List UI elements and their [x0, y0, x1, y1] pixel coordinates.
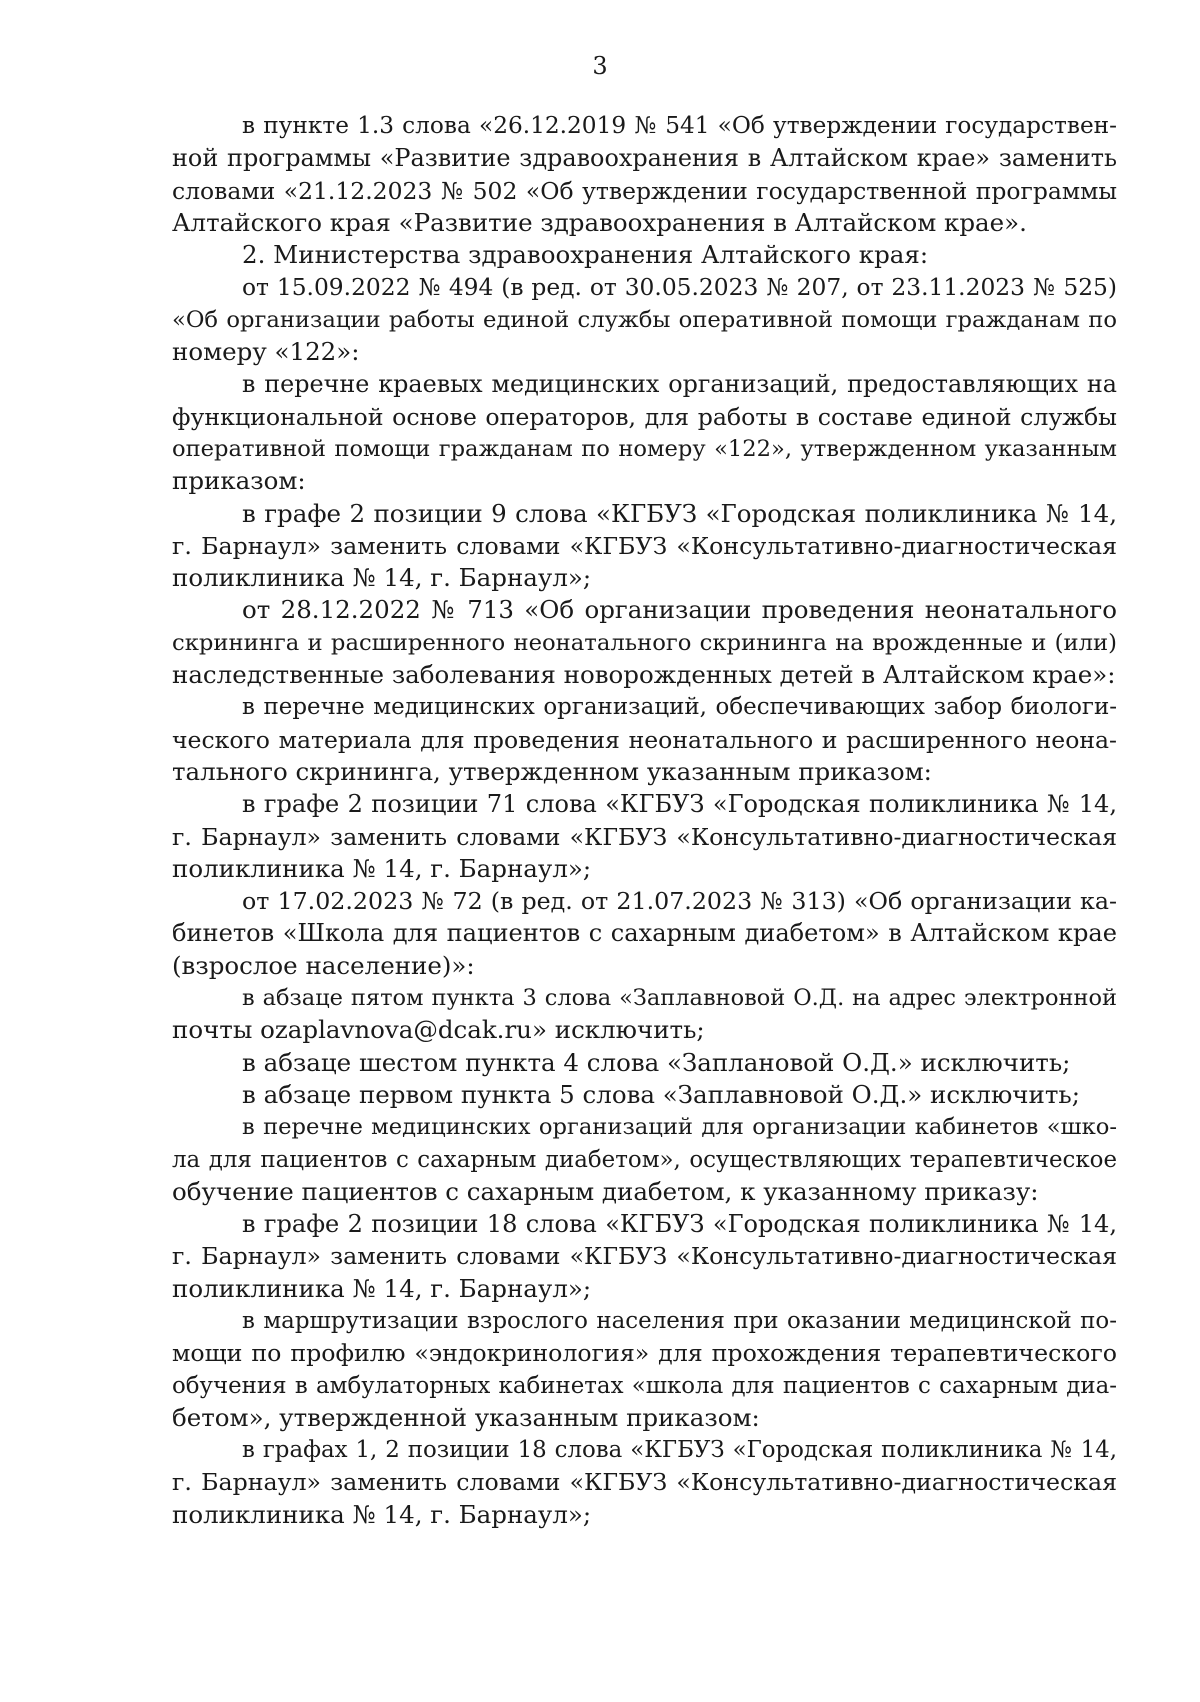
text-line: ческого материала для проведения неонатального и расширенного неона-: [172, 725, 1117, 754]
text-line: поликлиника № 14, г. Барнаул»;: [172, 563, 592, 593]
text-line: в графах 1, 2 позиции 18 слова «КГБУЗ «Городская поликлиника № 14,: [242, 1437, 1117, 1464]
text-line: поликлиника № 14, г. Барнаул»;: [172, 853, 592, 883]
text-line: обучения в амбулаторных кабинетах «школа для пациентов с сахарным диа-: [172, 1372, 1117, 1399]
text-line: тального скрининга, утвержденном указанным приказом:: [172, 756, 932, 786]
text-line: мощи по профилю «эндокринология» для прохождения терапевтического: [172, 1339, 1117, 1368]
text-line: поликлиника № 14, г. Барнаул»;: [172, 1273, 592, 1303]
text-line: «Об организации работы единой службы оперативной помощи гражданам по: [172, 306, 1117, 333]
text-line: г. Барнаул» заменить словами «КГБУЗ «Консультативно-диагностическая: [172, 531, 1117, 560]
text-line: в графе 2 позиции 71 слова «КГБУЗ «Городская поликлиника № 14,: [242, 790, 1117, 819]
text-line: от 17.02.2023 № 72 (в ред. от 21.07.2023 № 313) «Об организации ка-: [242, 887, 1117, 916]
text-line: наследственные заболевания новорожденных детей в Алтайском крае»:: [172, 660, 1116, 690]
text-line: в абзаце пятом пункта 3 слова «Заплавновой О.Д. на адрес электронной: [242, 985, 1117, 1012]
text-line: г. Барнаул» заменить словами «КГБУЗ «Консультативно-диагностическая: [172, 1242, 1117, 1271]
text-line: функциональной основе операторов, для работы в составе единой службы: [172, 402, 1117, 431]
text-line: в абзаце первом пункта 5 слова «Заплавновой О.Д.» исключить;: [242, 1079, 1080, 1109]
text-line: от 15.09.2022 № 494 (в ред. от 30.05.2023 № 207, от 23.11.2023 № 525): [242, 273, 1117, 302]
text-line: обучение пациентов с сахарным диабетом, к указанному приказу:: [172, 1176, 1039, 1206]
text-line: 2. Министерства здравоохранения Алтайского края:: [242, 240, 929, 270]
text-line: номеру «122»:: [172, 337, 360, 367]
text-line: в графе 2 позиции 18 слова «КГБУЗ «Городская поликлиника № 14,: [242, 1210, 1117, 1239]
text-line: в пункте 1.3 слова «26.12.2019 № 541 «Об утверждении государствен-: [242, 112, 1117, 139]
text-line: Алтайского края «Развитие здравоохранения в Алтайском крае».: [172, 207, 1027, 237]
page-number: 3: [592, 52, 608, 80]
text-line: г. Барнаул» заменить словами «КГБУЗ «Консультативно-диагностическая: [172, 822, 1117, 851]
text-line: (взрослое население)»:: [172, 950, 475, 980]
text-line: словами «21.12.2023 № 502 «Об утверждении государственной программы: [172, 176, 1117, 205]
text-line: оперативной помощи гражданам по номеру «122», утвержденном указанным: [172, 435, 1117, 462]
text-line: в графе 2 позиции 9 слова «КГБУЗ «Городская поликлиника № 14,: [242, 498, 1117, 528]
text-line: бинетов «Школа для пациентов с сахарным диабетом» в Алтайском крае: [172, 919, 1117, 948]
text-line: в перечне медицинских организаций для организации кабинетов «шко-: [242, 1114, 1117, 1141]
text-line: в перечне краевых медицинских организаций, предоставляющих на: [242, 370, 1117, 399]
text-line: от 28.12.2022 № 713 «Об организации проведения неонатального: [242, 595, 1117, 625]
text-line: в перечне медицинских организаций, обеспечивающих забор биологи-: [242, 694, 1117, 721]
text-line: в абзаце шестом пункта 4 слова «Заплановой О.Д.» исключить;: [242, 1047, 1071, 1077]
text-line: поликлиника № 14, г. Барнаул»;: [172, 1499, 592, 1529]
text-line: скрининга и расширенного неонатального скрининга на врожденные и (или): [172, 629, 1117, 656]
text-line: ла для пациентов с сахарным диабетом», осуществляющих терапевтическое: [172, 1146, 1117, 1173]
text-line: ной программы «Развитие здравоохранения в Алтайском крае» заменить: [172, 144, 1117, 173]
text-line: почты ozaplavnova@dcak.ru» исключить;: [172, 1015, 705, 1045]
text-line: в маршрутизации взрослого населения при оказании медицинской по-: [242, 1307, 1117, 1334]
text-line: приказом:: [172, 466, 306, 496]
document-body: [172, 110, 1117, 1531]
text-line: г. Барнаул» заменить словами «КГБУЗ «Консультативно-диагностическая: [172, 1468, 1117, 1497]
text-line: бетом», утвержденной указанным приказом:: [172, 1402, 760, 1432]
